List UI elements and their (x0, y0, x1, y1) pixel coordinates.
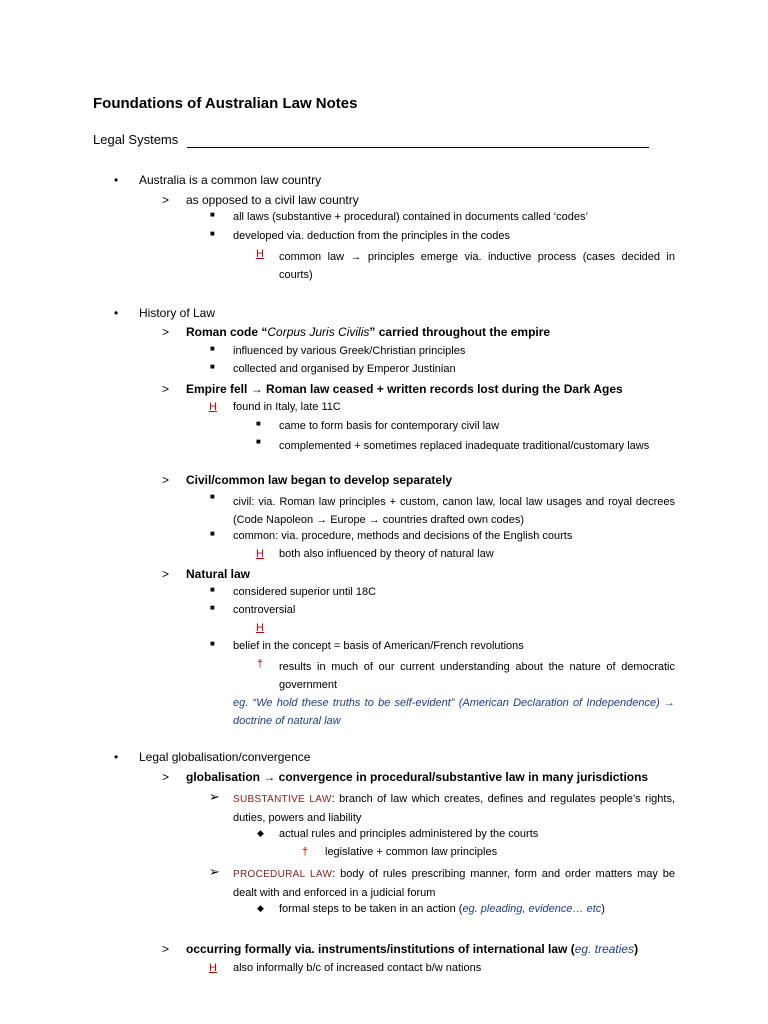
list-item: occurring formally via. instruments/institutions of international law (eg. treaties) (186, 942, 639, 956)
h-marker-icon: H (209, 962, 217, 974)
list-item: came to form basis for contemporary civil law (279, 420, 500, 432)
list-item: globalisation → convergence in procedural/substantive law in many jurisdictions (186, 770, 649, 784)
square-bullet-icon: ■ (210, 603, 215, 612)
list-item: Natural law (186, 567, 251, 581)
dagger-icon: † (302, 846, 309, 858)
list-item: Empire fell → Roman law ceased + written records lost during the Dark Ages (186, 382, 623, 396)
definition-procedural: PROCEDURAL LAW: body of rules prescribing manner, form and order matters may be dealt with and enforced in a judicial forum (233, 868, 675, 899)
list-item: influenced by various Greek/Christian principles (233, 345, 466, 357)
arrowhead-bullet-icon: ➢ (209, 789, 220, 804)
list-item: civil: via. Roman law principles + custom, canon law, local law usages and royal decrees (Code Napoleon → Europe → countries drafted own codes) (233, 496, 675, 526)
section-underline (187, 147, 649, 148)
list-item: formal steps to be taken in an action (eg. pleading, evidence… etc) (279, 903, 605, 915)
list-item: both also influenced by theory of natural law (279, 548, 494, 560)
list-item: History of Law (139, 306, 216, 320)
gt-marker-icon: > (162, 325, 170, 339)
list-item: complemented + sometimes replaced inadequate traditional/customary laws (279, 440, 650, 452)
list-item: Legal globalisation/convergence (139, 750, 311, 764)
list-item: common: via. procedure, methods and decisions of the English courts (233, 530, 573, 542)
h-marker-icon: H (256, 248, 264, 260)
gt-marker-icon: > (162, 770, 170, 784)
list-item: actual rules and principles administered by the courts (279, 828, 539, 840)
list-item: belief in the concept = basis of American/French revolutions (233, 640, 524, 652)
bullet-icon: • (114, 750, 119, 764)
list-item: as opposed to a civil law country (186, 193, 359, 207)
list-item: collected and organised by Emperor Justinian (233, 363, 456, 375)
list-item: Civil/common law began to develop separately (186, 473, 453, 487)
square-bullet-icon: ■ (210, 229, 215, 238)
example-note: eg. “We hold these truths to be self-evident” (American Declaration of Independence) → doctrine of natural law (233, 697, 675, 727)
gt-marker-icon: > (162, 473, 170, 487)
diamond-bullet-icon: ◆ (257, 828, 264, 838)
list-item: developed via. deduction from the principles in the codes (233, 230, 511, 242)
bullet-icon: • (114, 306, 119, 320)
square-bullet-icon: ■ (210, 639, 215, 648)
square-bullet-icon: ■ (210, 362, 215, 371)
dagger-icon: † (257, 658, 264, 670)
square-bullet-icon: ■ (256, 419, 261, 428)
square-bullet-icon: ■ (210, 492, 215, 501)
square-bullet-icon: ■ (210, 585, 215, 594)
list-item: results in much of our current understanding about the nature of democratic government (279, 661, 675, 691)
h-marker-icon: H (209, 401, 217, 413)
h-marker-icon: H (256, 622, 264, 634)
gt-marker-icon: > (162, 567, 170, 581)
definition-substantive: SUBSTANTIVE LAW: branch of law which creates, defines and regulates people’s rights, duties, powers and liability (233, 793, 675, 824)
square-bullet-icon: ■ (210, 529, 215, 538)
bullet-icon: • (114, 173, 119, 187)
list-item: found in Italy, late 11C (233, 401, 341, 413)
list-item: controversial (233, 604, 296, 616)
list-item: considered superior until 18C (233, 586, 377, 598)
list-item: also informally b/c of increased contact b/w nations (233, 962, 482, 974)
square-bullet-icon: ■ (210, 210, 215, 219)
list-item: Australia is a common law country (139, 173, 322, 187)
list-item: legislative + common law principles (325, 846, 498, 858)
arrowhead-bullet-icon: ➢ (209, 864, 220, 879)
list-item: all laws (substantive + procedural) contained in documents called ‘codes’ (233, 211, 588, 223)
square-bullet-icon: ■ (256, 437, 261, 446)
list-item: common law → principles emerge via. inductive process (cases decided in courts) (279, 251, 675, 281)
h-marker-icon: H (256, 548, 264, 560)
square-bullet-icon: ■ (210, 344, 215, 353)
gt-marker-icon: > (162, 942, 170, 956)
list-item: Roman code “Corpus Juris Civilis” carried throughout the empire (186, 325, 551, 339)
section-heading: Legal Systems (93, 132, 179, 147)
gt-marker-icon: > (162, 193, 170, 207)
diamond-bullet-icon: ◆ (257, 903, 264, 913)
page-title: Foundations of Australian Law Notes (93, 95, 358, 112)
gt-marker-icon: > (162, 382, 170, 396)
